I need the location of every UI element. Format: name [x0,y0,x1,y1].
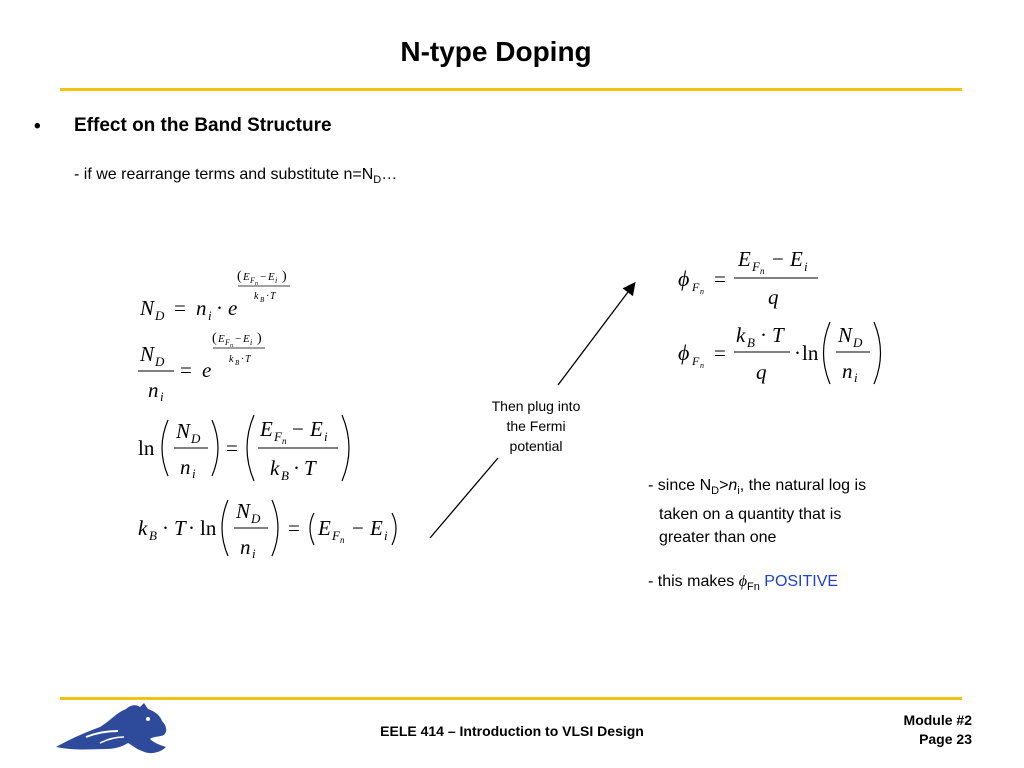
svg-text:B: B [747,335,755,350]
footer-module-page [904,711,972,749]
svg-text:N: N [140,342,155,366]
footer-module: Module #2 [903,712,972,728]
svg-text:q: q [756,360,767,384]
svg-text:F: F [225,338,230,347]
svg-text:E: E [310,417,323,441]
svg-text:i: i [275,276,278,285]
svg-text:n: n [230,343,233,349]
bullet-heading: Effect on the Band Structure [74,115,332,136]
phi-symbol: ϕ [738,573,747,590]
svg-text:D: D [155,308,165,323]
svg-text:·: · [266,291,270,302]
svg-text:n: n [148,378,159,402]
svg-text:ϕ: ϕ [678,266,690,291]
note-positive [648,570,838,599]
note-line-4-sub: Fn [746,581,760,594]
svg-text:D: D [191,431,201,446]
svg-text:F: F [692,354,700,368]
equation-2 [138,331,265,404]
fermi-equation-2 [678,322,881,385]
svg-text:−: − [260,271,267,283]
svg-text:ln: ln [200,516,217,540]
note-line-1-suffix: , the natural log is [739,477,867,494]
svg-text:E: E [268,271,275,283]
svg-text:·: · [760,323,767,347]
svg-text:E: E [243,333,250,345]
svg-text:n: n [255,281,258,287]
svg-text:N: N [236,499,251,523]
svg-text:i: i [208,308,212,323]
note-line-1-prefix: - since N [648,477,712,494]
svg-text:T: T [174,516,186,540]
svg-text:F: F [250,276,255,285]
svg-text:i: i [250,338,253,347]
svg-text:k: k [138,516,148,540]
svg-text:n: n [760,266,765,276]
svg-text:i: i [324,429,328,444]
svg-text:k: k [229,354,234,365]
subline-subscript: D [373,174,382,187]
svg-text:n: n [842,359,853,383]
svg-text:F: F [332,528,340,543]
svg-text:·: · [293,456,300,480]
svg-text:i: i [160,389,164,404]
svg-text:i: i [252,546,256,561]
svg-text:·: · [188,516,195,540]
svg-text:D: D [853,335,863,350]
subline-prefix: - if we rearrange terms and substitute n=N [74,166,374,183]
svg-text:=: = [288,516,300,540]
footer-page: Page 23 [919,731,972,747]
svg-text:i: i [804,259,808,274]
svg-text:B: B [281,468,289,483]
svg-text:=: = [180,358,192,382]
note-line-4-prefix: - this makes [648,573,739,590]
svg-text:E: E [790,247,803,271]
svg-text:T: T [304,456,316,480]
svg-text:q: q [768,285,779,309]
svg-text:E: E [218,333,225,345]
svg-text:D: D [155,354,165,369]
equation-4 [138,499,396,561]
svg-text:(: ( [212,331,217,346]
note-line-1-sub-d: D [711,485,720,498]
svg-text:E: E [243,271,250,283]
svg-text:−: − [772,247,784,271]
footer-course-title: EELE 414 – Introduction to VLSI Design [380,723,644,739]
svg-text:): ) [257,331,262,346]
svg-text:E: E [370,516,383,540]
note-natural-log [648,474,866,549]
note-line-1-sub-i: i [737,485,740,498]
svg-text:ln: ln [138,436,155,460]
svg-text:n: n [700,361,704,370]
note-line-1 [648,474,866,503]
svg-text:F: F [274,429,282,444]
equation-3 [138,415,349,483]
svg-text:−: − [352,516,364,540]
svg-text:=: = [714,267,726,291]
svg-text:k: k [736,323,746,347]
svg-text:D: D [251,511,261,526]
svg-text:i: i [192,466,196,481]
bottom-divider [60,697,962,700]
bullet-marker: • [34,116,41,137]
slide-title: N-type Doping [400,36,592,67]
arrow-label-line-3: potential [509,438,563,454]
svg-text:·: · [241,354,245,365]
svg-text:n: n [282,436,287,446]
svg-text:ϕ: ϕ [678,340,690,365]
svg-text:F: F [692,280,700,294]
arrow-label-line-1: Then plug into [491,398,581,414]
subline-suffix: … [381,166,398,183]
svg-text:T: T [270,291,276,302]
sub-bullet-text [74,166,397,186]
equation-derivation [130,255,420,575]
svg-text:ln: ln [802,341,819,365]
note-line-1-gt: > [719,477,729,494]
note-line-2: taken on a quantity that is [659,506,842,524]
svg-text:E: E [738,247,751,271]
svg-text:=: = [714,341,726,365]
arrow-label-line-2: the Fermi [506,418,566,434]
note-line-1-n: n [728,477,738,494]
svg-text:=: = [226,436,238,460]
svg-text:·: · [162,516,169,540]
svg-text:N: N [838,323,853,347]
svg-text:B: B [260,296,265,304]
svg-text:·: · [216,296,223,320]
svg-text:i: i [384,528,388,543]
svg-text:N: N [176,419,191,443]
svg-text:B: B [235,359,240,367]
arrow-label [476,396,596,456]
svg-text:−: − [235,333,242,345]
svg-text:): ) [282,269,287,284]
svg-text:k: k [270,456,280,480]
svg-text:E: E [318,516,331,540]
svg-text:N: N [140,296,155,320]
svg-text:T: T [245,354,251,365]
equation-1 [139,269,290,323]
note-line-3: greater than one [659,529,777,547]
svg-text:n: n [196,296,207,320]
svg-text:n: n [340,535,345,545]
svg-text:(: ( [237,269,242,284]
svg-text:e: e [228,296,238,320]
svg-text:−: − [292,417,304,441]
svg-text:T: T [772,323,784,347]
fermi-equation-1 [678,247,818,309]
svg-text:n: n [700,287,704,296]
fermi-potential-equations [672,238,892,394]
svg-text:E: E [260,417,273,441]
svg-text:k: k [254,291,259,302]
svg-text:i: i [854,370,858,385]
svg-text:e: e [202,358,212,382]
positive-highlight: POSITIVE [764,573,839,590]
svg-text:F: F [752,259,760,274]
svg-text:n: n [240,535,251,559]
top-divider [60,88,962,91]
svg-text:B: B [149,528,157,543]
svg-text:=: = [174,296,186,320]
svg-text:n: n [180,455,191,479]
svg-text:·: · [794,341,801,365]
